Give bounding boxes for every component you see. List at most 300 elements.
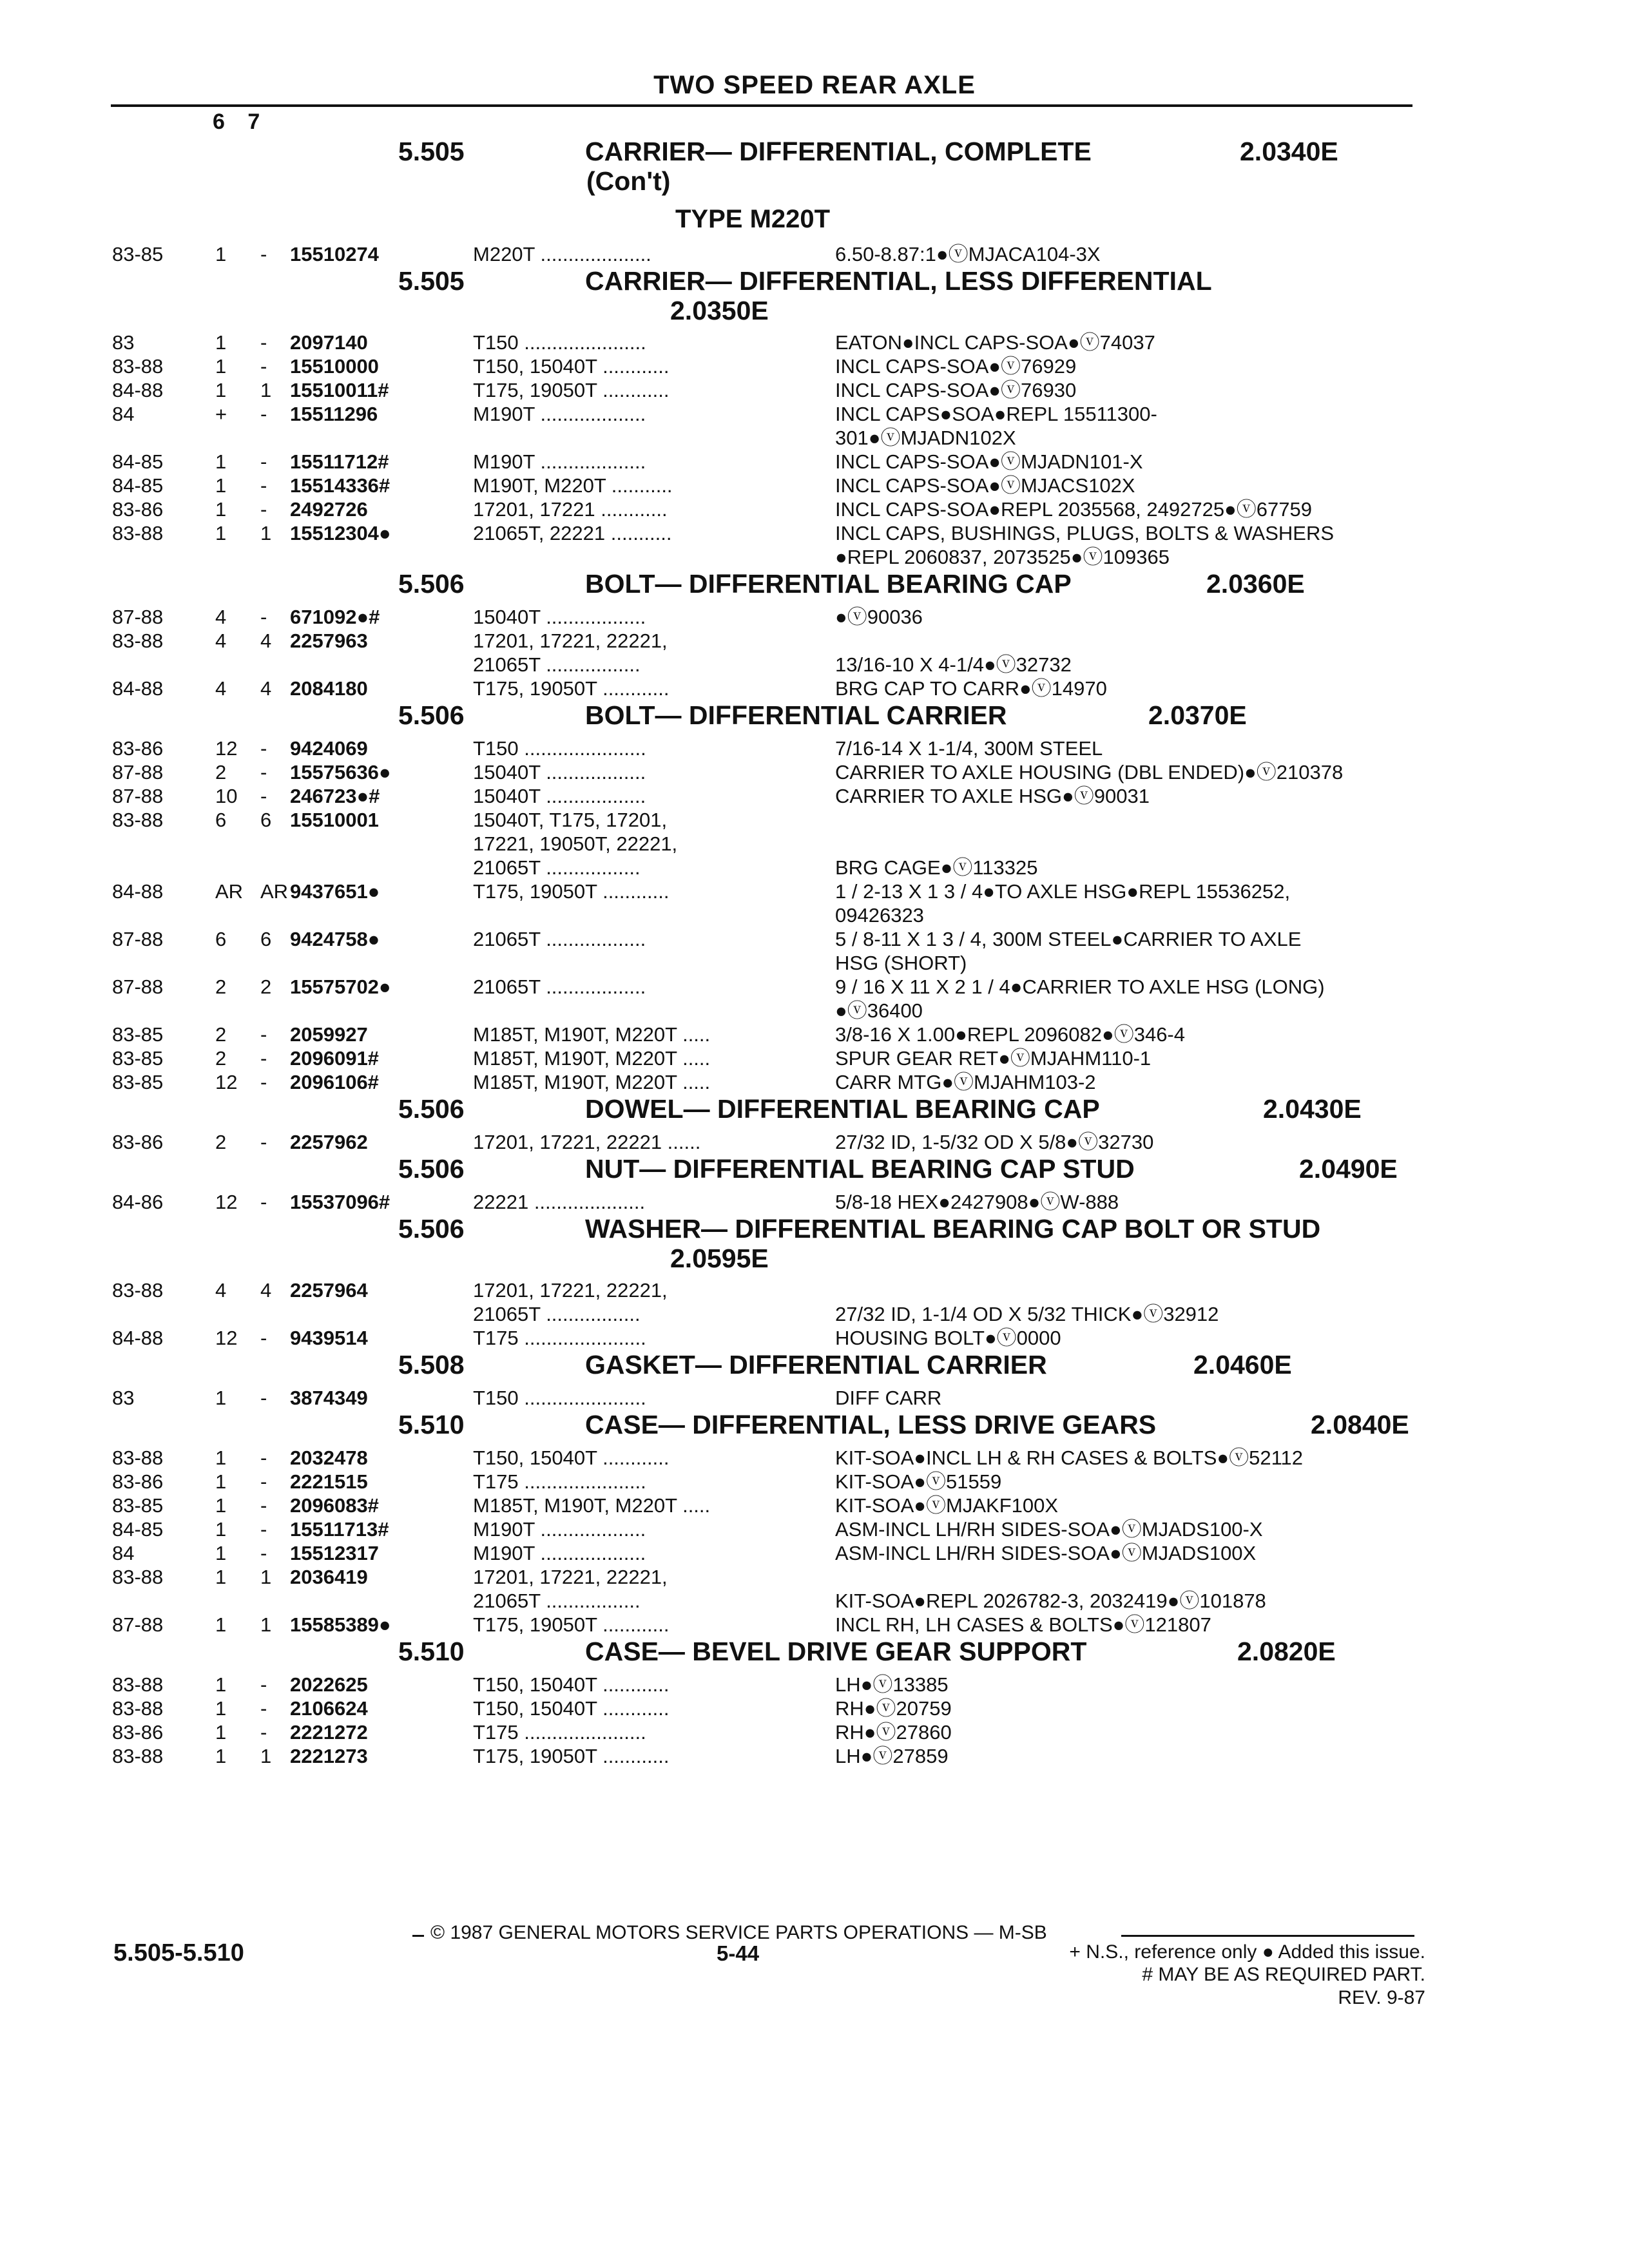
description: INCL CAPS-SOA●ⓥ76929 — [835, 355, 1077, 378]
part-number: 9437651● — [290, 880, 380, 903]
section-range: 5.505-5.510 — [113, 1939, 244, 1966]
section-title: CARRIER— DIFFERENTIAL, LESS DIFFERENTIAL — [585, 266, 1212, 296]
part-number: 15514336# — [290, 474, 390, 497]
quantity-7: - — [260, 498, 267, 521]
model-years: 83-88 — [112, 629, 164, 652]
model-years: 83-85 — [112, 1494, 164, 1517]
part-row — [0, 605, 1629, 629]
part-number: 2492726 — [290, 498, 368, 521]
quantity-7: - — [260, 1071, 267, 1093]
quantity-7: - — [260, 761, 267, 783]
part-number: 2022625 — [290, 1673, 368, 1696]
section-code: 2.0340E — [1240, 137, 1338, 166]
quantity-6: 2 — [215, 1023, 227, 1046]
part-row — [0, 1720, 1629, 1744]
quantity-7: - — [260, 1191, 267, 1213]
part-number: 2221272 — [290, 1721, 368, 1744]
model: M185T, M190T, M220T ..... — [473, 1047, 711, 1070]
model: T150, 15040T ............ — [473, 1697, 670, 1720]
quantity-7: 2 — [260, 975, 272, 998]
quantity-6: 1 — [215, 1470, 227, 1493]
quantity-6: 4 — [215, 677, 227, 700]
quantity-6: 4 — [215, 606, 227, 628]
quantity-7: - — [260, 1387, 267, 1409]
part-number: 15510000 — [290, 355, 379, 378]
quantity-6: 1 — [215, 522, 227, 544]
part-number: 9439514 — [290, 1327, 368, 1349]
quantity-6: AR — [215, 880, 244, 903]
part-row — [0, 521, 1629, 545]
part-number: 246723●# — [290, 785, 380, 807]
part-number: 15511712# — [290, 450, 389, 473]
quantity-7: 6 — [260, 928, 272, 950]
model: 22221 .................... — [473, 1191, 646, 1213]
description: ●REPL 2060837, 2073525●ⓥ109365 — [835, 546, 1170, 568]
page-number: 5-44 — [717, 1941, 760, 1965]
footer-rule-right — [1121, 1935, 1414, 1937]
quantity-7: 1 — [260, 522, 272, 544]
section-number: 5.505 — [398, 137, 465, 166]
part-row — [0, 1744, 1629, 1768]
part-row — [0, 545, 1629, 569]
model: 21065T ................. — [473, 856, 641, 879]
model-years: 83-86 — [112, 737, 164, 760]
quantity-7: 4 — [260, 629, 272, 652]
quantity-6: 1 — [215, 1446, 227, 1469]
quantity-6: 1 — [215, 1387, 227, 1409]
section-number: 5.508 — [398, 1350, 465, 1379]
model-years: 84-86 — [112, 1191, 164, 1213]
quantity-7: 4 — [260, 677, 272, 700]
part-number: 15512304● — [290, 522, 391, 544]
model-years: 83-88 — [112, 522, 164, 544]
section-title: BOLT— DIFFERENTIAL BEARING CAP — [585, 569, 1072, 599]
section-code: 2.0840E — [1311, 1410, 1409, 1439]
section-title: GASKET— DIFFERENTIAL CARRIER — [585, 1350, 1047, 1379]
quantity-7: 6 — [260, 809, 272, 831]
model: M185T, M190T, M220T ..... — [473, 1071, 711, 1093]
part-number: 2257964 — [290, 1279, 368, 1302]
description: INCL CAPS-SOA●REPL 2035568, 2492725●ⓥ67759 — [835, 498, 1312, 521]
model: T175 ...................... — [473, 1470, 646, 1493]
quantity-7: - — [260, 1446, 267, 1469]
model: 17201, 17221, 22221, — [473, 1279, 668, 1302]
model-years: 83-86 — [112, 1721, 164, 1744]
model-years: 83-88 — [112, 1279, 164, 1302]
model: T175, 19050T ............ — [473, 379, 670, 401]
part-number: 2096083# — [290, 1494, 379, 1517]
part-row — [0, 450, 1629, 474]
model: M190T ................... — [473, 1518, 646, 1541]
section-title: CASE— BEVEL DRIVE GEAR SUPPORT — [585, 1637, 1087, 1666]
copyright: © 1987 GENERAL MOTORS SERVICE PARTS OPERATIONS — M-SB — [430, 1922, 1047, 1943]
model: T175 ...................... — [473, 1721, 646, 1744]
quantity-7: - — [260, 450, 267, 473]
section-heading — [0, 1637, 1629, 1673]
description: INCL RH, LH CASES & BOLTS●ⓥ121807 — [835, 1613, 1211, 1636]
model: 21065T .................. — [473, 975, 646, 998]
part-row — [0, 1302, 1629, 1326]
section-number: 5.506 — [398, 700, 465, 730]
model: M190T, M220T ........... — [473, 474, 673, 497]
part-number: 2257963 — [290, 629, 368, 652]
model-years: 84 — [112, 403, 135, 425]
description: HSG (SHORT) — [835, 952, 967, 974]
parts-listing — [0, 137, 1629, 1768]
description: 09426323 — [835, 904, 924, 927]
description: BRG CAP TO CARR●ⓥ14970 — [835, 677, 1107, 700]
model: T150 ...................... — [473, 737, 646, 760]
description: DIFF CARR — [835, 1387, 942, 1409]
model: T150, 15040T ............ — [473, 355, 670, 378]
part-row — [0, 1696, 1629, 1720]
type-label: TYPE M220T — [675, 205, 831, 233]
quantity-7: - — [260, 1327, 267, 1349]
description: 13/16-10 X 4-1/4●ⓥ32732 — [835, 653, 1072, 676]
description: INCL CAPS-SOA●ⓥ76930 — [835, 379, 1077, 401]
model: M190T ................... — [473, 450, 646, 473]
section-title-continued: (Con't) — [586, 166, 671, 196]
section-number: 5.506 — [398, 1094, 465, 1124]
part-number: 2084180 — [290, 677, 368, 700]
section-heading — [0, 1094, 1629, 1130]
part-row — [0, 736, 1629, 760]
part-row — [0, 1673, 1629, 1696]
section-number: 5.505 — [398, 266, 465, 296]
part-number: 2032478 — [290, 1446, 368, 1469]
model: T150, 15040T ............ — [473, 1673, 670, 1696]
part-row — [0, 879, 1629, 903]
description: LH●ⓥ13385 — [835, 1673, 949, 1696]
quantity-6: 1 — [215, 331, 227, 354]
model-years: 84-85 — [112, 450, 164, 473]
part-number: 15510274 — [290, 243, 379, 265]
quantity-7: - — [260, 1697, 267, 1720]
quantity-6: 1 — [215, 1673, 227, 1696]
description: CARRIER TO AXLE HSG●ⓥ90031 — [835, 785, 1150, 807]
quantity-7: - — [260, 606, 267, 628]
part-row — [0, 1278, 1629, 1302]
quantity-7: - — [260, 474, 267, 497]
description: INCL CAPS-SOA●ⓥMJADN101-X — [835, 450, 1143, 473]
model: M185T, M190T, M220T ..... — [473, 1023, 711, 1046]
part-number: 2097140 — [290, 331, 368, 354]
part-row — [0, 1386, 1629, 1410]
section-number: 5.506 — [398, 1154, 465, 1184]
part-number: 2096106# — [290, 1071, 379, 1093]
description: KIT-SOA●ⓥMJAKF100X — [835, 1494, 1059, 1517]
model-years: 84 — [112, 1542, 135, 1564]
part-number: 15510001 — [290, 809, 379, 831]
model-years: 84-88 — [112, 379, 164, 401]
part-number: 15510011# — [290, 379, 389, 401]
model-years: 83-86 — [112, 1131, 164, 1153]
part-row — [0, 1470, 1629, 1494]
section-title: NUT— DIFFERENTIAL BEARING CAP STUD — [585, 1154, 1135, 1184]
quantity-6: 1 — [215, 1721, 227, 1744]
quantity-7: - — [260, 1673, 267, 1696]
section-number: 5.510 — [398, 1637, 465, 1666]
part-row — [0, 629, 1629, 653]
quantity-6: 1 — [215, 1518, 227, 1541]
part-number: 15537096# — [290, 1191, 390, 1213]
quantity-6: 4 — [215, 1279, 227, 1302]
description: CARRIER TO AXLE HOUSING (DBL ENDED)●ⓥ210378 — [835, 761, 1344, 783]
model: 15040T, T175, 17201, — [473, 809, 668, 831]
description: LH●ⓥ27859 — [835, 1745, 949, 1767]
description: SPUR GEAR RET●ⓥMJAHM110-1 — [835, 1047, 1152, 1070]
description: 5 / 8-11 X 1 3 / 4, 300M STEEL●CARRIER TO AXLE — [835, 928, 1302, 950]
quantity-6: 2 — [215, 1131, 227, 1153]
part-number: 9424758● — [290, 928, 380, 950]
quantity-7: - — [260, 1131, 267, 1153]
quantity-7: - — [260, 403, 267, 425]
model-years: 83-88 — [112, 1673, 164, 1696]
quantity-6: 1 — [215, 1745, 227, 1767]
quantity-7: - — [260, 737, 267, 760]
section-number: 5.506 — [398, 569, 465, 599]
quantity-7: 1 — [260, 379, 272, 401]
model-years: 84-85 — [112, 1518, 164, 1541]
quantity-7: 1 — [260, 1745, 272, 1767]
part-row — [0, 856, 1629, 879]
description: 5/8-18 HEX●2427908●ⓥW-888 — [835, 1191, 1119, 1213]
model-years: 87-88 — [112, 975, 164, 998]
part-row — [0, 784, 1629, 808]
section-title: CASE— DIFFERENTIAL, LESS DRIVE GEARS — [585, 1410, 1157, 1439]
section-title: DOWEL— DIFFERENTIAL BEARING CAP — [585, 1094, 1100, 1124]
part-row — [0, 1130, 1629, 1154]
quantity-6: 1 — [215, 450, 227, 473]
section-heading — [0, 1410, 1629, 1446]
part-number: 2257962 — [290, 1131, 368, 1153]
section-code: 2.0370E — [1148, 700, 1247, 730]
part-row — [0, 1446, 1629, 1470]
description: 9 / 16 X 11 X 2 1 / 4●CARRIER TO AXLE HSG (LONG) — [835, 975, 1325, 998]
part-row — [0, 1190, 1629, 1214]
quantity-6: + — [215, 403, 227, 425]
model: 17201, 17221, 22221 ...... — [473, 1131, 701, 1153]
quantity-6: 12 — [215, 1071, 238, 1093]
model-years: 83-88 — [112, 1566, 164, 1588]
quantity-7: AR — [260, 880, 289, 903]
part-row — [0, 474, 1629, 497]
section-heading — [0, 1350, 1629, 1386]
model: 15040T .................. — [473, 785, 646, 807]
quantity-7: - — [260, 1494, 267, 1517]
description: ASM-INCL LH/RH SIDES-SOA●ⓥMJADS100X — [835, 1542, 1257, 1564]
model-years: 83-88 — [112, 809, 164, 831]
part-row — [0, 1541, 1629, 1565]
model: 21065T, 22221 ........... — [473, 522, 672, 544]
part-row — [0, 1613, 1629, 1637]
part-number: 2221273 — [290, 1745, 368, 1767]
part-row — [0, 354, 1629, 378]
model-years: 84-88 — [112, 677, 164, 700]
description: 27/32 ID, 1-5/32 OD X 5/8●ⓥ32730 — [835, 1131, 1154, 1153]
part-number: 671092●# — [290, 606, 380, 628]
description: BRG CAGE●ⓥ113325 — [835, 856, 1038, 879]
section-number: 5.510 — [398, 1410, 465, 1439]
model: 21065T ................. — [473, 653, 641, 676]
part-row — [0, 832, 1629, 856]
quantity-7: 4 — [260, 1279, 272, 1302]
section-title-continued: 2.0350E — [670, 296, 769, 325]
model: 17201, 17221, 22221, — [473, 629, 668, 652]
quantity-6: 1 — [215, 474, 227, 497]
model: T150, 15040T ............ — [473, 1446, 670, 1469]
section-heading — [0, 569, 1629, 605]
model-years: 84-88 — [112, 880, 164, 903]
section-heading — [0, 700, 1629, 736]
section-title: BOLT— DIFFERENTIAL CARRIER — [585, 700, 1007, 730]
description: 301●ⓥMJADN102X — [835, 427, 1016, 449]
model-years: 87-88 — [112, 606, 164, 628]
part-row — [0, 1326, 1629, 1350]
type-subheading — [0, 201, 1629, 242]
part-row — [0, 1565, 1629, 1589]
model-years: 87-88 — [112, 785, 164, 807]
part-number: 15511296 — [290, 403, 378, 425]
part-row — [0, 927, 1629, 951]
section-title: WASHER— DIFFERENTIAL BEARING CAP BOLT OR STUD — [585, 1214, 1321, 1244]
part-row — [0, 760, 1629, 784]
model-years: 83-85 — [112, 1071, 164, 1093]
part-row — [0, 1046, 1629, 1070]
part-row — [0, 1589, 1629, 1613]
section-number: 5.506 — [398, 1214, 465, 1244]
description: INCL CAPS, BUSHINGS, PLUGS, BOLTS & WASHERS — [835, 522, 1335, 544]
model: 15040T .................. — [473, 761, 646, 783]
quantity-6: 1 — [215, 1542, 227, 1564]
description: INCL CAPS-SOA●ⓥMJACS102X — [835, 474, 1135, 497]
model: M185T, M190T, M220T ..... — [473, 1494, 711, 1517]
model: 17201, 17221, 22221, — [473, 1566, 668, 1588]
quantity-6: 12 — [215, 737, 238, 760]
part-number: 2221515 — [290, 1470, 368, 1493]
quantity-7: - — [260, 785, 267, 807]
footer-rule-left-segment — [412, 1935, 424, 1937]
model-years: 84-85 — [112, 474, 164, 497]
part-row — [0, 903, 1629, 927]
quantity-7: - — [260, 1542, 267, 1564]
part-row — [0, 653, 1629, 677]
quantity-7: - — [260, 243, 267, 265]
section-heading — [0, 1214, 1629, 1278]
quantity-6: 1 — [215, 243, 227, 265]
quantity-7: - — [260, 1023, 267, 1046]
model: T175 ...................... — [473, 1327, 646, 1349]
description: KIT-SOA●REPL 2026782-3, 2032419●ⓥ101878 — [835, 1590, 1266, 1612]
part-number: 15511713# — [290, 1518, 389, 1541]
quantity-7: - — [260, 1518, 267, 1541]
description: ●ⓥ36400 — [835, 999, 923, 1022]
section-heading — [0, 137, 1629, 201]
quantity-6: 2 — [215, 761, 227, 783]
section-code: 2.0360E — [1206, 569, 1305, 599]
column-headings: 6 7 — [213, 110, 260, 134]
part-row — [0, 378, 1629, 402]
part-row — [0, 1494, 1629, 1517]
model-years: 87-88 — [112, 1613, 164, 1636]
quantity-6: 1 — [215, 498, 227, 521]
quantity-6: 12 — [215, 1191, 238, 1213]
part-row — [0, 1023, 1629, 1046]
description: EATON●INCL CAPS-SOA●ⓥ74037 — [835, 331, 1155, 354]
section-heading — [0, 266, 1629, 331]
part-number: 9424069 — [290, 737, 368, 760]
part-row — [0, 808, 1629, 832]
quantity-6: 1 — [215, 1494, 227, 1517]
description: ●ⓥ90036 — [835, 606, 923, 628]
part-row — [0, 331, 1629, 354]
model-years: 83-88 — [112, 1446, 164, 1469]
quantity-6: 1 — [215, 355, 227, 378]
part-number: 15585389● — [290, 1613, 391, 1636]
section-code: 2.0490E — [1299, 1154, 1398, 1184]
part-number: 2106624 — [290, 1697, 368, 1720]
section-title-continued: 2.0595E — [670, 1244, 769, 1273]
model-years: 83 — [112, 331, 135, 354]
description: INCL CAPS●SOA●REPL 15511300- — [835, 403, 1157, 425]
model-years: 83-86 — [112, 498, 164, 521]
description: CARR MTG●ⓥMJAHM103-2 — [835, 1071, 1096, 1093]
model-years: 83-85 — [112, 1023, 164, 1046]
quantity-6: 1 — [215, 379, 227, 401]
model-years: 83 — [112, 1387, 135, 1409]
description: KIT-SOA●ⓥ51559 — [835, 1470, 1002, 1493]
model-years: 84-88 — [112, 1327, 164, 1349]
section-code: 2.0430E — [1263, 1094, 1362, 1124]
description: 27/32 ID, 1-1/4 OD X 5/32 THICK●ⓥ32912 — [835, 1303, 1219, 1325]
description: 3/8-16 X 1.00●REPL 2096082●ⓥ346-4 — [835, 1023, 1185, 1046]
part-row — [0, 677, 1629, 700]
quantity-6: 10 — [215, 785, 238, 807]
part-number: 2036419 — [290, 1566, 368, 1588]
quantity-6: 1 — [215, 1566, 227, 1588]
model: 17221, 19050T, 22221, — [473, 832, 678, 855]
part-number: 3874349 — [290, 1387, 368, 1409]
quantity-7: 1 — [260, 1613, 272, 1636]
quantity-7: - — [260, 331, 267, 354]
model: T150 ...................... — [473, 1387, 646, 1409]
revision: REV. 9-87 — [1338, 1987, 1425, 2008]
section-code: 2.0460E — [1193, 1350, 1292, 1379]
model: 21065T ................. — [473, 1590, 641, 1612]
part-row — [0, 951, 1629, 975]
description: KIT-SOA●INCL LH & RH CASES & BOLTS●ⓥ52112 — [835, 1446, 1304, 1469]
required-part-note: # MAY BE AS REQUIRED PART. — [1142, 1964, 1425, 1985]
model-years: 83-85 — [112, 1047, 164, 1070]
model: T175, 19050T ............ — [473, 1613, 670, 1636]
part-row — [0, 1070, 1629, 1094]
part-row — [0, 975, 1629, 999]
quantity-7: - — [260, 1721, 267, 1744]
model: 21065T .................. — [473, 928, 646, 950]
part-number: 15575702● — [290, 975, 391, 998]
quantity-6: 2 — [215, 975, 227, 998]
model-years: 83-88 — [112, 1697, 164, 1720]
quantity-6: 6 — [215, 809, 227, 831]
description: 1 / 2-13 X 1 3 / 4●TO AXLE HSG●REPL 15536252, — [835, 880, 1291, 903]
model: 15040T .................. — [473, 606, 646, 628]
quantity-7: - — [260, 1470, 267, 1493]
quantity-6: 6 — [215, 928, 227, 950]
model: M190T ................... — [473, 403, 646, 425]
part-number: 15575636● — [290, 761, 391, 783]
description: HOUSING BOLT●ⓥ0000 — [835, 1327, 1061, 1349]
model: T175, 19050T ............ — [473, 677, 670, 700]
